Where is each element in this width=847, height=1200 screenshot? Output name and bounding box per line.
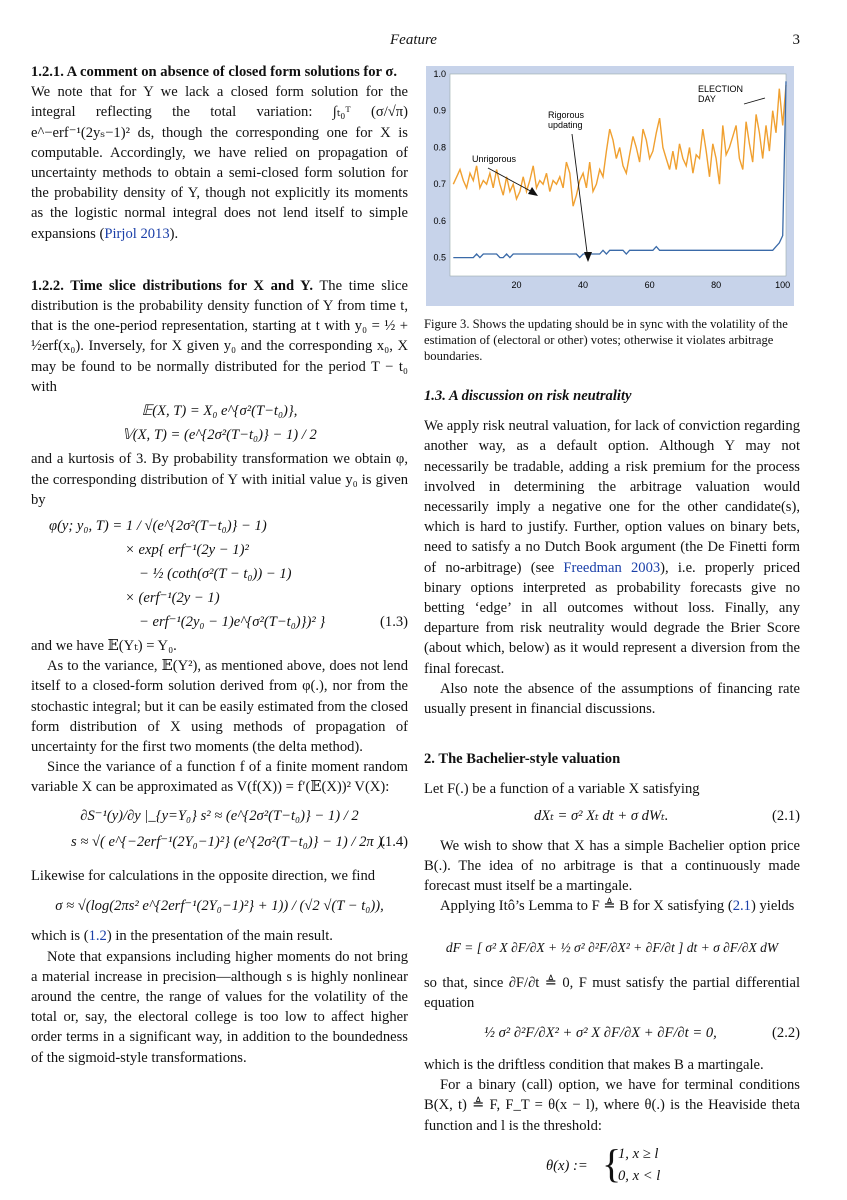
equation-number: (2.2): [772, 1025, 800, 1042]
equation-variance: 𝕍(X, T) = (e^{2σ²(T−t₀)} − 1) / 2: [122, 427, 317, 444]
equation-2-2: [424, 1023, 800, 1047]
kurtosis-paragraph: and a kurtosis of 3. By probability transformation we obtain φ, the corresponding distribution of Y with initial value y₀ is given by: [31, 451, 408, 508]
x-tick-label: 100: [775, 280, 791, 290]
y-tick-label: 0.5: [433, 252, 446, 263]
theta-lhs: θ(x) :=: [546, 1157, 588, 1174]
ito-paragraph: [424, 896, 800, 916]
equation-number: (1.4): [380, 833, 408, 850]
x-tick-label: 60: [644, 280, 655, 290]
equation-line: φ(y; y₀, T) = 1 / √(e^{2σ²(T−t₀)} − 1): [49, 518, 267, 535]
x-tick-label: 20: [511, 280, 522, 290]
risk-neutral-paragraph: [424, 416, 800, 679]
section-1-2-2-heading: 1.2.2. Time slice distributions for X and Y.: [31, 277, 314, 294]
equation-2-1: [424, 806, 800, 830]
section-1-2-1-heading: 1.2.1. A comment on absence of closed form solutions for σ.: [31, 64, 398, 80]
section-2-heading: 2. The Bachelier-style valuation: [424, 751, 621, 768]
binary-option-paragraph: For a binary (call) option, we have for terminal conditions B(X, t) ≜ F, F_T = θ(x − l), where θ(.) is the Heaviside theta function and l is the threshold:: [424, 1077, 800, 1134]
equation-1-4-line2: [71, 832, 408, 856]
theta-case-1: 1, x ≥ l: [618, 1145, 659, 1162]
annotation-rigorous-2: updating: [548, 120, 583, 130]
equation-text: ½ σ² ∂²F/∂X² + σ² X ∂F/∂X + ∂F/∂t = 0,: [484, 1025, 717, 1042]
left-column: [31, 62, 408, 1068]
equation-reference-link[interactable]: 2.1: [732, 898, 751, 915]
paragraph-text: Applying Itô’s Lemma to F ≜ B for X satisfying (: [440, 898, 733, 915]
y-tick-label: 1.0: [433, 69, 446, 79]
paragraph-text: ) in the presentation of the main result.: [106, 928, 333, 945]
equation-line: − ½ (coth(σ²(T − t₀)) − 1): [139, 566, 292, 583]
equation-sigma: σ ≈ √(log(2πs² e^{2erf⁻¹(2Y₀−1)²} + 1)) / (√2 √(T − t₀)),: [55, 898, 384, 915]
citation-link[interactable]: Freedman 2003: [563, 559, 661, 576]
equation-reference-link[interactable]: 1.2: [88, 928, 107, 945]
equation-text: s ≈ √( e^{−2erf⁻¹(2Y₀−1)²} (e^{2σ²(T−t₀)} − 1) / 2π ).: [71, 833, 386, 850]
section-1-2-2-paragraph: [31, 276, 408, 397]
likewise-line: Likewise for calculations in the opposite direction, we find: [31, 867, 376, 884]
theta-case-2: 0, x < l: [618, 1167, 661, 1184]
theta-definition: [424, 1142, 800, 1190]
paragraph-text: ), i.e. properly priced binary options interpreted as probability forecasts give no betting ‘edge’ in all outcomes without loss. Finally, any departure from risk neutrality would degrade the Brier Score (about which, below) as it would represent a diversion from the final forecast.: [424, 559, 801, 677]
x-tick-label: 80: [711, 280, 722, 290]
equation-1-3: [49, 516, 408, 636]
y-tick-label: 0.7: [433, 179, 446, 190]
financing-paragraph: Also note the absence of the assumptions of financing rate usually present in financial discussions.: [424, 680, 800, 718]
equation-dF: dF = [ σ² X ∂F/∂X + ½ σ² ∂²F/∂X² + ∂F/∂t ] dt + σ ∂F/∂X dW: [445, 940, 779, 956]
equation-line: × exp{ erf⁻¹(2y − 1)²: [125, 542, 249, 559]
paragraph-text: The time slice distribution is the probability density function of Y from time t, that is the one-period representation, starting at t with y₀ = ½ + ½erf(x₀). Inversely, for X given y₀ and the corresponding x₀, X may be found to be normally distributed for the period T − t₀ with: [31, 277, 408, 395]
equation-line: × (erf⁻¹(2y − 1): [125, 590, 220, 607]
y-tick-label: 0.9: [433, 105, 446, 116]
y-tick-label: 0.8: [433, 142, 446, 153]
function-definition: Let F(.) be a function of a variable X satisfying: [424, 781, 700, 798]
paragraph-text: We apply risk neutral valuation, for lack of conviction regarding another way, as a default option. Although Y may not necessarily be tradable, adding a risk premium for the process involved in determining the arbitrage valuation would necessarily imply a negative one for the other candidate(s), which is hard to justify. Further, option values on binary bets, need to satisfy a no Dutch Book argument (the De Finetti form of no-arbitrage) (see: [424, 418, 800, 576]
driftless-line: which is the driftless condition that makes B a martingale.: [424, 1057, 764, 1074]
equation-text: − erf⁻¹(2y₀ − 1)e^{σ²(T−t₀)})² }: [139, 614, 326, 631]
section-1-3-heading: 1.3. A discussion on risk neutrality: [424, 388, 632, 404]
right-column: [424, 386, 800, 1190]
variance-paragraph: As to the variance, 𝔼(Y²), as mentioned above, does not lend itself to a closed-form solution derived from φ(.), nor from the stochastic integral; but it can be easily estimated from the closed form distribution of X using methods of propagation of uncertainty for the first two moments (the delta method).: [31, 658, 408, 756]
y-tick-label: 0.6: [433, 215, 446, 226]
equation-mean: 𝔼(X, T) = X₀ e^{σ²(T−t₀)},: [141, 403, 298, 420]
citation-link[interactable]: Pirjol 2013: [104, 225, 170, 242]
equation-1-4-line1: ∂S⁻¹(y)/∂y |_{y=Y₀} s² ≈ (e^{2σ²(T−t₀)} − 1) / 2: [80, 807, 359, 824]
so-that-paragraph: so that, since ∂F/∂t ≜ 0, F must satisfy the partial differential equation: [424, 974, 800, 1011]
which-is-line: [31, 926, 408, 946]
figure-3-chart: [426, 66, 794, 306]
annotation-election: ELECTION: [698, 84, 744, 94]
running-title: Feature: [390, 32, 437, 48]
paragraph-text: We note that for Y we lack a closed form solution for the integral reflecting the total variation: ∫ₜ₀ᵀ (σ/√π) e^−erf⁻¹(2yₛ−1)² ds, though the corresponding one for X is computable. Accordingly, we have relied on propagation of uncertainty methods to obtain a semi-closed form solution for the probability density of Y, though not explicitly its moments as the logistic normal integral does not lend itself to simple expansions (: [31, 84, 408, 242]
equation-text: dXₜ = σ² Xₜ dt + σ dWₜ.: [534, 807, 669, 824]
brace: {: [602, 1140, 622, 1186]
expectation-line: and we have 𝔼(Yₜ) = Y₀.: [31, 638, 177, 655]
equation-line: [49, 612, 408, 636]
delta-method-paragraph: Since the variance of a function f of a finite moment random variable X can be approximated as V(f(X)) = f′(𝔼(X))² V(X):: [31, 759, 408, 796]
paragraph-text: which is (: [31, 928, 89, 945]
equation-number: (2.1): [772, 807, 800, 824]
x-tick-label: 40: [578, 280, 589, 290]
paragraph-text: ).: [169, 225, 179, 242]
page-number: 3: [792, 32, 800, 48]
equation-number: (1.3): [380, 614, 408, 631]
section-1-2-1-paragraph: [31, 82, 408, 244]
bachelier-paragraph: We wish to show that X has a simple Bachelier option price B(.). The idea of no arbitrage is that a continuously made forecast must itself be a martingale.: [424, 837, 800, 895]
paragraph-text: ) yields: [750, 898, 795, 915]
note-paragraph: Note that expansions including higher moments do not bring a material increase in precision—although s is highly nonlinear around the centre, the range of values for the volatility of the total or, say, the electoral college is too low to affect higher order terms in a significant way, in addition to the boundedness of the sigmoid-style transformations.: [31, 948, 408, 1066]
annotation-day: DAY: [698, 94, 716, 104]
chart-svg: [426, 66, 794, 306]
figure-caption: Figure 3. Shows the updating should be in sync with the volatility of the estimation of (electoral or other) votes; otherwise it violates arbitrage boundaries.: [424, 317, 788, 363]
annotation-rigorous-1: Rigorous: [548, 110, 585, 120]
annotation-unrigorous: Unrigorous: [472, 154, 517, 164]
